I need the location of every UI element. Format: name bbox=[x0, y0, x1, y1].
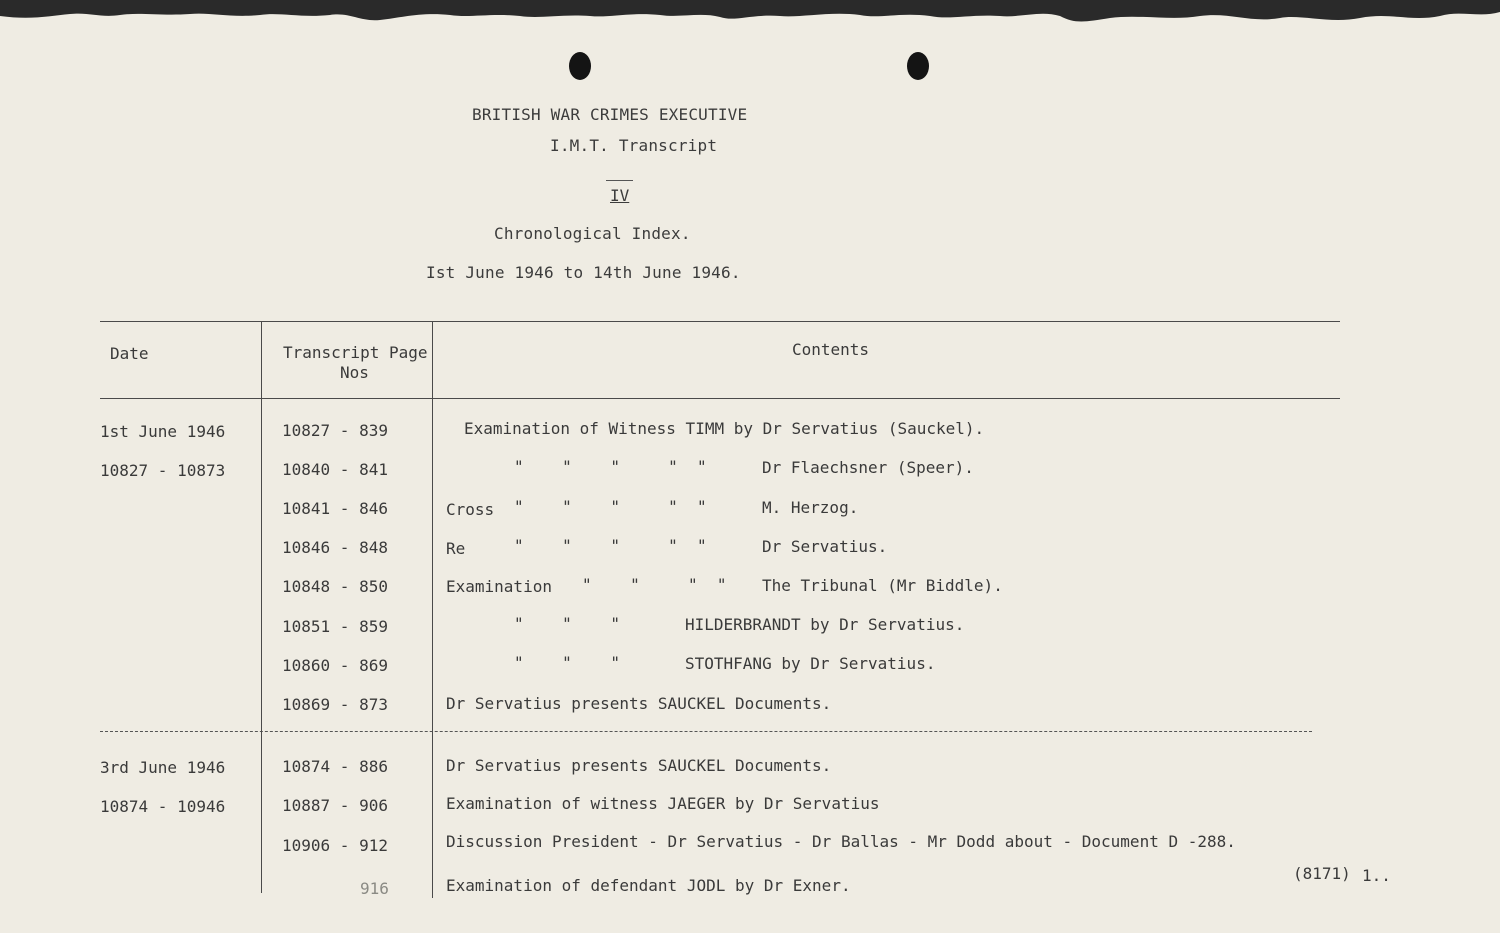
row-pages: 10841 - 846 bbox=[282, 499, 388, 518]
row-pages: 10851 - 859 bbox=[282, 617, 388, 636]
ditto-marks: " " " " " bbox=[514, 497, 707, 516]
index-period: Ist June 1946 to 14th June 1946. bbox=[426, 263, 741, 282]
row-pages: 10869 - 873 bbox=[282, 695, 388, 714]
row-pages: 10848 - 850 bbox=[282, 577, 388, 596]
section-numeral: IV bbox=[610, 186, 630, 205]
section-page-range: 10827 - 10873 bbox=[100, 461, 226, 480]
column-header-pages: Transcript Page bbox=[283, 343, 428, 362]
column-divider-right bbox=[432, 321, 433, 898]
row-contents: The Tribunal (Mr Biddle). bbox=[762, 576, 1003, 595]
row-pages: 10840 - 841 bbox=[282, 460, 388, 479]
row-contents: Dr Servatius presents SAUCKEL Documents. bbox=[446, 694, 832, 713]
section-divider-rule bbox=[100, 731, 1312, 732]
row-contents: Dr Servatius presents SAUCKEL Documents. bbox=[446, 756, 832, 775]
row-pages: 10860 - 869 bbox=[282, 656, 388, 675]
ditto-marks: " " " " bbox=[582, 575, 727, 594]
column-header-contents: Contents bbox=[792, 340, 870, 359]
row-pages: 10906 - 912 bbox=[282, 836, 388, 855]
section-date: 1st June 1946 bbox=[100, 422, 226, 441]
org-title: BRITISH WAR CRIMES EXECUTIVE bbox=[472, 105, 748, 124]
row-contents: Examination of Witness TIMM by Dr Servatius (Sauckel). bbox=[464, 419, 985, 438]
row-contents: Examination of witness JAEGER by Dr Servatius bbox=[446, 794, 880, 813]
row-prefix: Re bbox=[446, 539, 466, 558]
doc-subtitle: I.M.T. Transcript bbox=[550, 136, 718, 155]
punch-hole-left bbox=[569, 52, 591, 80]
punch-hole-right bbox=[907, 52, 929, 80]
ditto-marks: " " " " " bbox=[514, 457, 707, 476]
row-prefix: Examination bbox=[446, 577, 552, 596]
row-contents: Discussion President - Dr Servatius - Dr Ballas - Mr Dodd about - Document D -288. bbox=[446, 832, 1236, 851]
index-title: Chronological Index. bbox=[494, 224, 691, 243]
row-contents: Dr Flaechsner (Speer). bbox=[762, 458, 974, 477]
row-contents: Examination of defendant JODL by Dr Exner. bbox=[446, 876, 851, 895]
ditto-marks: " " " " " bbox=[514, 536, 707, 555]
table-top-rule bbox=[100, 321, 1340, 322]
section-date: 3rd June 1946 bbox=[100, 758, 226, 777]
torn-top-edge bbox=[0, 6, 1500, 28]
column-header-date: Date bbox=[110, 344, 149, 363]
header-bottom-rule bbox=[100, 398, 1340, 399]
row-contents: HILDERBRANDT by Dr Servatius. bbox=[685, 615, 965, 634]
row-pages: 10887 - 906 bbox=[282, 796, 388, 815]
section-page-range: 10874 - 10946 bbox=[100, 797, 226, 816]
row-contents: STOTHFANG by Dr Servatius. bbox=[685, 654, 936, 673]
ditto-marks: " " " bbox=[514, 614, 620, 633]
row-contents: M. Herzog. bbox=[762, 498, 859, 517]
row-pages: 10874 - 886 bbox=[282, 757, 388, 776]
ditto-marks: " " " bbox=[514, 653, 620, 672]
row-pages: 10827 - 839 bbox=[282, 421, 388, 440]
column-divider-left bbox=[261, 321, 262, 893]
footer-page-mark: 1.. bbox=[1362, 866, 1391, 885]
row-contents: Dr Servatius. bbox=[762, 537, 888, 556]
row-pages: 10846 - 848 bbox=[282, 538, 388, 557]
row-pages: 916 bbox=[360, 879, 389, 898]
column-header-pages-nos: Nos bbox=[340, 363, 369, 382]
document-page bbox=[0, 6, 1500, 933]
row-prefix: Cross bbox=[446, 500, 495, 519]
footer-reference: (8171) bbox=[1293, 864, 1351, 883]
